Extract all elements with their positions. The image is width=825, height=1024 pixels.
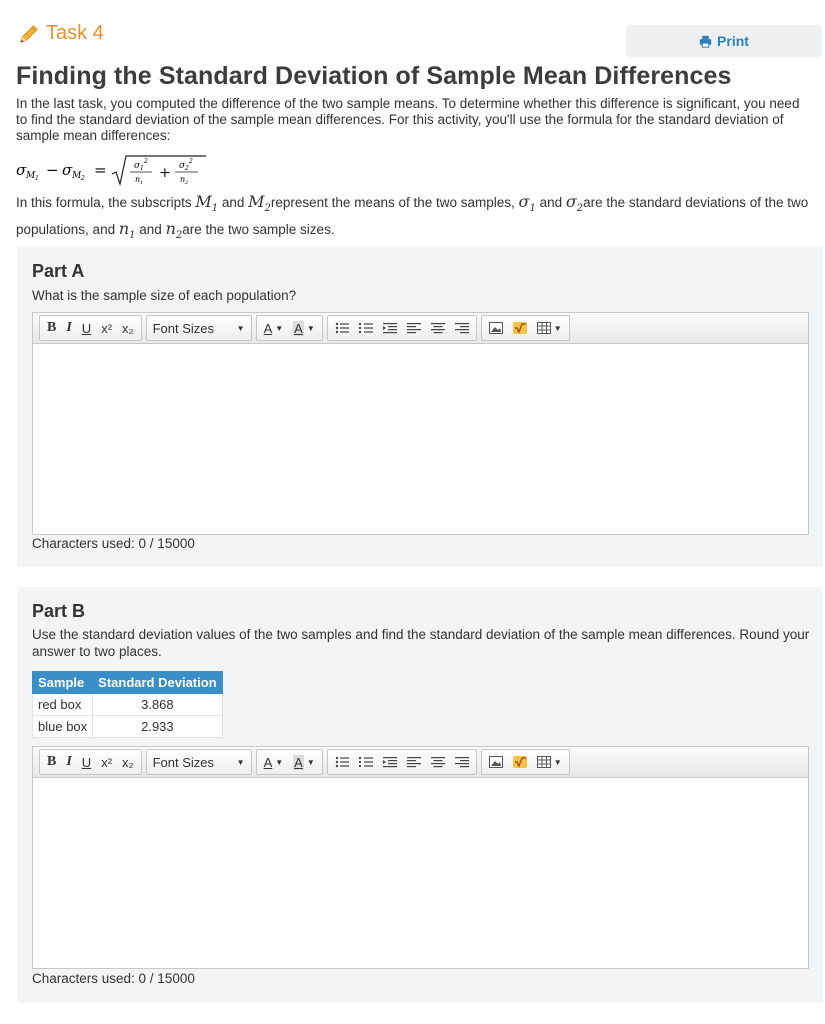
printer-icon bbox=[699, 35, 712, 48]
part-b-chars-used: Characters used: 0 / 15000 bbox=[32, 971, 195, 986]
indent-icon[interactable] bbox=[378, 317, 402, 339]
svg-text:σ: σ bbox=[62, 161, 73, 179]
svg-text:σ: σ bbox=[16, 161, 27, 179]
symbol-n1: $n_1$ bbox=[118, 219, 136, 242]
part-a-card bbox=[17, 247, 823, 567]
symbol-sigma1: $\sigma_1$ bbox=[518, 192, 536, 215]
sd-table bbox=[32, 671, 223, 738]
math-icon[interactable] bbox=[508, 317, 532, 339]
chevron-down-icon: ▼ bbox=[236, 323, 245, 333]
pencil-icon bbox=[18, 23, 40, 45]
list-align-group bbox=[327, 749, 477, 775]
svg-text:M: M bbox=[26, 171, 36, 181]
chevron-down-icon: ▼ bbox=[553, 323, 562, 333]
formula bbox=[16, 152, 276, 188]
math-icon[interactable] bbox=[508, 751, 532, 773]
align-left-icon[interactable] bbox=[402, 317, 426, 339]
task-label bbox=[18, 22, 104, 45]
part-a-question: What is the sample size of each population? bbox=[32, 288, 297, 303]
table-header-sample: Sample bbox=[33, 672, 93, 694]
subscript-button[interactable]: x₂ bbox=[122, 754, 134, 770]
font-sizes-dropdown[interactable]: Font Sizes ▼ bbox=[146, 749, 252, 775]
svg-text:n: n bbox=[180, 175, 186, 184]
font-sizes-dropdown[interactable]: Font Sizes ▼ bbox=[146, 315, 252, 341]
numbered-list-icon[interactable] bbox=[354, 751, 378, 773]
font-color-button[interactable]: A ▼ bbox=[263, 754, 284, 770]
svg-text:1: 1 bbox=[140, 180, 144, 186]
table-icon[interactable] bbox=[532, 751, 567, 773]
font-color-button[interactable]: A ▼ bbox=[263, 320, 284, 336]
bold-button[interactable]: B bbox=[47, 320, 57, 335]
image-icon[interactable] bbox=[484, 751, 508, 773]
part-b-title: Part B bbox=[32, 601, 86, 621]
table-icon[interactable] bbox=[532, 317, 567, 339]
table-header-sd: Standard Deviation bbox=[93, 672, 222, 694]
svg-text:2: 2 bbox=[144, 158, 148, 165]
svg-text:σ: σ bbox=[134, 161, 141, 171]
svg-text:2: 2 bbox=[189, 158, 193, 165]
print-button-label: Print bbox=[717, 33, 749, 49]
color-group bbox=[256, 749, 323, 775]
indent-icon[interactable] bbox=[378, 751, 402, 773]
symbol-n2: $n_2$ bbox=[165, 219, 183, 242]
list-align-group bbox=[327, 315, 477, 341]
chevron-down-icon: ▼ bbox=[275, 757, 284, 767]
underline-button[interactable]: U bbox=[81, 754, 92, 770]
svg-text:=: = bbox=[94, 161, 107, 179]
chevron-down-icon: ▼ bbox=[553, 757, 562, 767]
align-right-icon[interactable] bbox=[450, 751, 474, 773]
part-a-answer-input[interactable] bbox=[33, 344, 808, 534]
editor-toolbar bbox=[33, 313, 808, 344]
svg-text:M: M bbox=[72, 171, 82, 181]
part-a-title: Part A bbox=[32, 261, 85, 281]
task-label-text: Task 4 bbox=[46, 22, 104, 44]
page-title: Finding the Standard Deviation of Sample Mean Differences bbox=[16, 62, 732, 90]
svg-text:1: 1 bbox=[35, 175, 39, 182]
svg-text:2: 2 bbox=[185, 180, 189, 186]
bold-button[interactable]: B bbox=[47, 754, 57, 769]
part-b-editor bbox=[32, 746, 809, 969]
chevron-down-icon: ▼ bbox=[306, 323, 315, 333]
superscript-button[interactable]: x² bbox=[101, 320, 113, 336]
part-a-chars-used: Characters used: 0 / 15000 bbox=[32, 536, 195, 551]
table-row bbox=[33, 716, 223, 738]
svg-text:σ: σ bbox=[179, 161, 186, 171]
part-b-card bbox=[17, 587, 823, 1003]
part-b-answer-input[interactable] bbox=[33, 778, 808, 968]
highlight-button[interactable]: A ▼ bbox=[294, 754, 315, 770]
italic-button[interactable]: I bbox=[66, 320, 72, 335]
underline-button[interactable]: U bbox=[81, 320, 92, 336]
highlight-button[interactable]: A ▼ bbox=[294, 320, 315, 336]
svg-text:n: n bbox=[135, 175, 141, 184]
table-cell: red box bbox=[33, 694, 93, 716]
intro-text: In the last task, you computed the difference of the two sample means. To determine whether this difference is significant, you need to find the standard deviation of the sample mean differences. For this activity, you'll use the formula for the standard deviation of sample mean differences: bbox=[16, 96, 800, 143]
table-row bbox=[33, 694, 223, 716]
chevron-down-icon: ▼ bbox=[275, 323, 284, 333]
svg-text:1: 1 bbox=[140, 165, 144, 172]
superscript-button[interactable]: x² bbox=[101, 754, 113, 770]
table-header-row bbox=[33, 672, 223, 694]
bullet-list-icon[interactable] bbox=[330, 751, 354, 773]
chevron-down-icon: ▼ bbox=[306, 757, 315, 767]
subscript-button[interactable]: x₂ bbox=[122, 320, 134, 336]
print-button[interactable] bbox=[626, 25, 822, 57]
svg-text:+: + bbox=[159, 165, 171, 181]
italic-button[interactable]: I bbox=[66, 754, 72, 769]
insert-group bbox=[481, 315, 570, 341]
svg-text:−: − bbox=[46, 161, 59, 179]
editor-toolbar bbox=[33, 747, 808, 778]
symbol-m1: $M_1$ bbox=[195, 192, 219, 215]
svg-text:2: 2 bbox=[185, 165, 189, 172]
chevron-down-icon: ▼ bbox=[236, 757, 245, 767]
symbol-sigma2: $\sigma_2$ bbox=[565, 192, 584, 215]
image-icon[interactable] bbox=[484, 317, 508, 339]
color-group bbox=[256, 315, 323, 341]
align-right-icon[interactable] bbox=[450, 317, 474, 339]
align-center-icon[interactable] bbox=[426, 751, 450, 773]
bullet-list-icon[interactable] bbox=[330, 317, 354, 339]
symbol-m2: $M_2$ bbox=[248, 192, 271, 215]
part-a-editor bbox=[32, 312, 809, 535]
svg-text:2: 2 bbox=[81, 175, 85, 182]
format-group bbox=[39, 315, 142, 341]
numbered-list-icon[interactable] bbox=[354, 317, 378, 339]
formula-explanation: In this formula, the subscripts $M_1$ and $M_2represent$ the means of the two samples, $\sigma_1$ and $\sigma_2are$ the standard deviations of the two populations, and $n_1$ and $n_2are$ the two sample sizes. bbox=[16, 192, 809, 242]
table-cell: blue box bbox=[33, 716, 93, 738]
part-b-question: Use the standard deviation values of the two samples and find the standard deviation of the sample mean differences. Round your answer to two places. bbox=[32, 627, 810, 659]
insert-group bbox=[481, 749, 570, 775]
table-cell: 3.868 bbox=[93, 694, 222, 716]
align-left-icon[interactable] bbox=[402, 751, 426, 773]
format-group bbox=[39, 749, 142, 775]
table-cell: 2.933 bbox=[93, 716, 222, 738]
align-center-icon[interactable] bbox=[426, 317, 450, 339]
